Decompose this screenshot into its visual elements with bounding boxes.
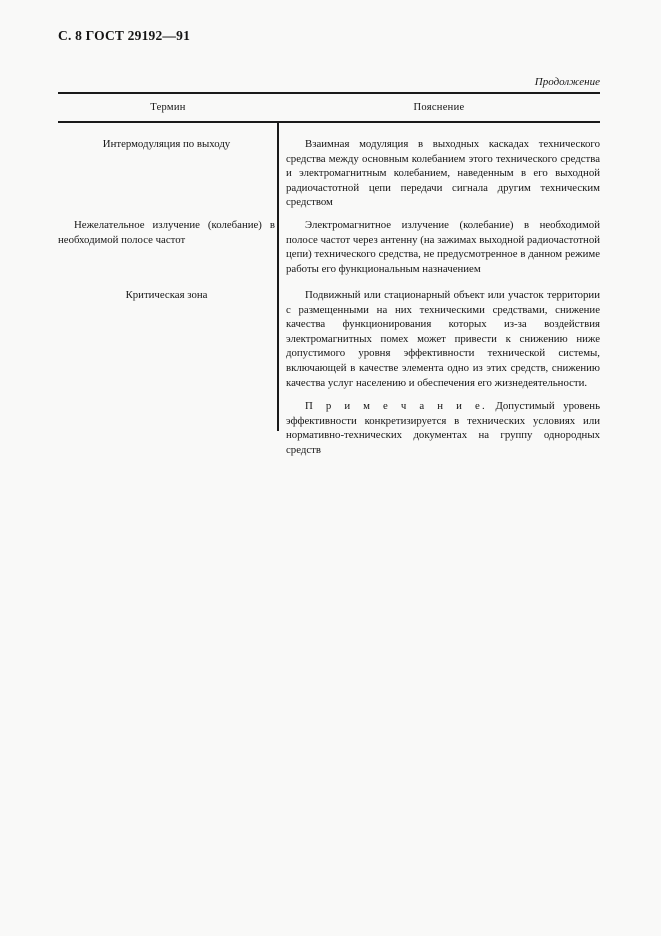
term-text: Интермодуляция по выходу xyxy=(102,138,231,150)
table-row xyxy=(58,288,600,458)
note-text: Допустимый уровень эффективности конкретизируется в технических условиях или нормативно-технических документах на группу однородных средств xyxy=(286,400,600,456)
explanation-paragraph: Взаимная модуляция в выходных каскадах технического средства между основным колебанием этого технического средства и электромагнитным колебанием, наведенным в его выходной радиочастотной цепи передачи сигнала другим техническим средством xyxy=(286,138,600,209)
table-header-row xyxy=(58,94,600,121)
term-cell xyxy=(58,288,277,303)
term-cell xyxy=(58,218,277,247)
table-row xyxy=(58,137,600,210)
table-row xyxy=(58,218,600,280)
term-cell xyxy=(58,137,277,152)
explanation-paragraph: Электромагнитное излучение (колебание) в необходимой полосе частот через антенну (на зажимах выходной радиочастотной цепи) технического средства, не предусмотренное в данном режиме работы его функциональным назначением xyxy=(286,218,600,275)
term-text: Нежелательное излучение (колебание) в необходимой полосе частот xyxy=(58,218,275,246)
term-text: Критическая зона xyxy=(125,288,208,301)
column-header-term: Термин xyxy=(150,102,186,113)
page-header: С. 8 ГОСТ 29192—91 xyxy=(58,28,191,43)
column-divider xyxy=(277,123,279,431)
explanation-cell xyxy=(277,137,600,210)
column-header-explanation: Пояснение xyxy=(413,102,465,113)
explanation-note xyxy=(286,399,600,457)
explanation-cell xyxy=(277,288,600,458)
table-body xyxy=(58,123,600,458)
terms-table xyxy=(58,92,600,458)
explanation-cell xyxy=(277,218,600,280)
continued-caption: Продолжение xyxy=(534,76,600,88)
explanation-paragraph: Подвижный или стационарный объект или участок территории с размещенными на них техническими средствами, снижение качества функционирования которых из-за воздействия электромагнитных помех может привести к снижению ниже допустимого уровня эффективности технической системы, включающей в качестве элемента одно из этих средств, снижению качества услуг населению и обеспечения его жизнедеятельности. xyxy=(286,288,600,389)
note-label: П р и м е ч а н и е. xyxy=(305,400,487,413)
